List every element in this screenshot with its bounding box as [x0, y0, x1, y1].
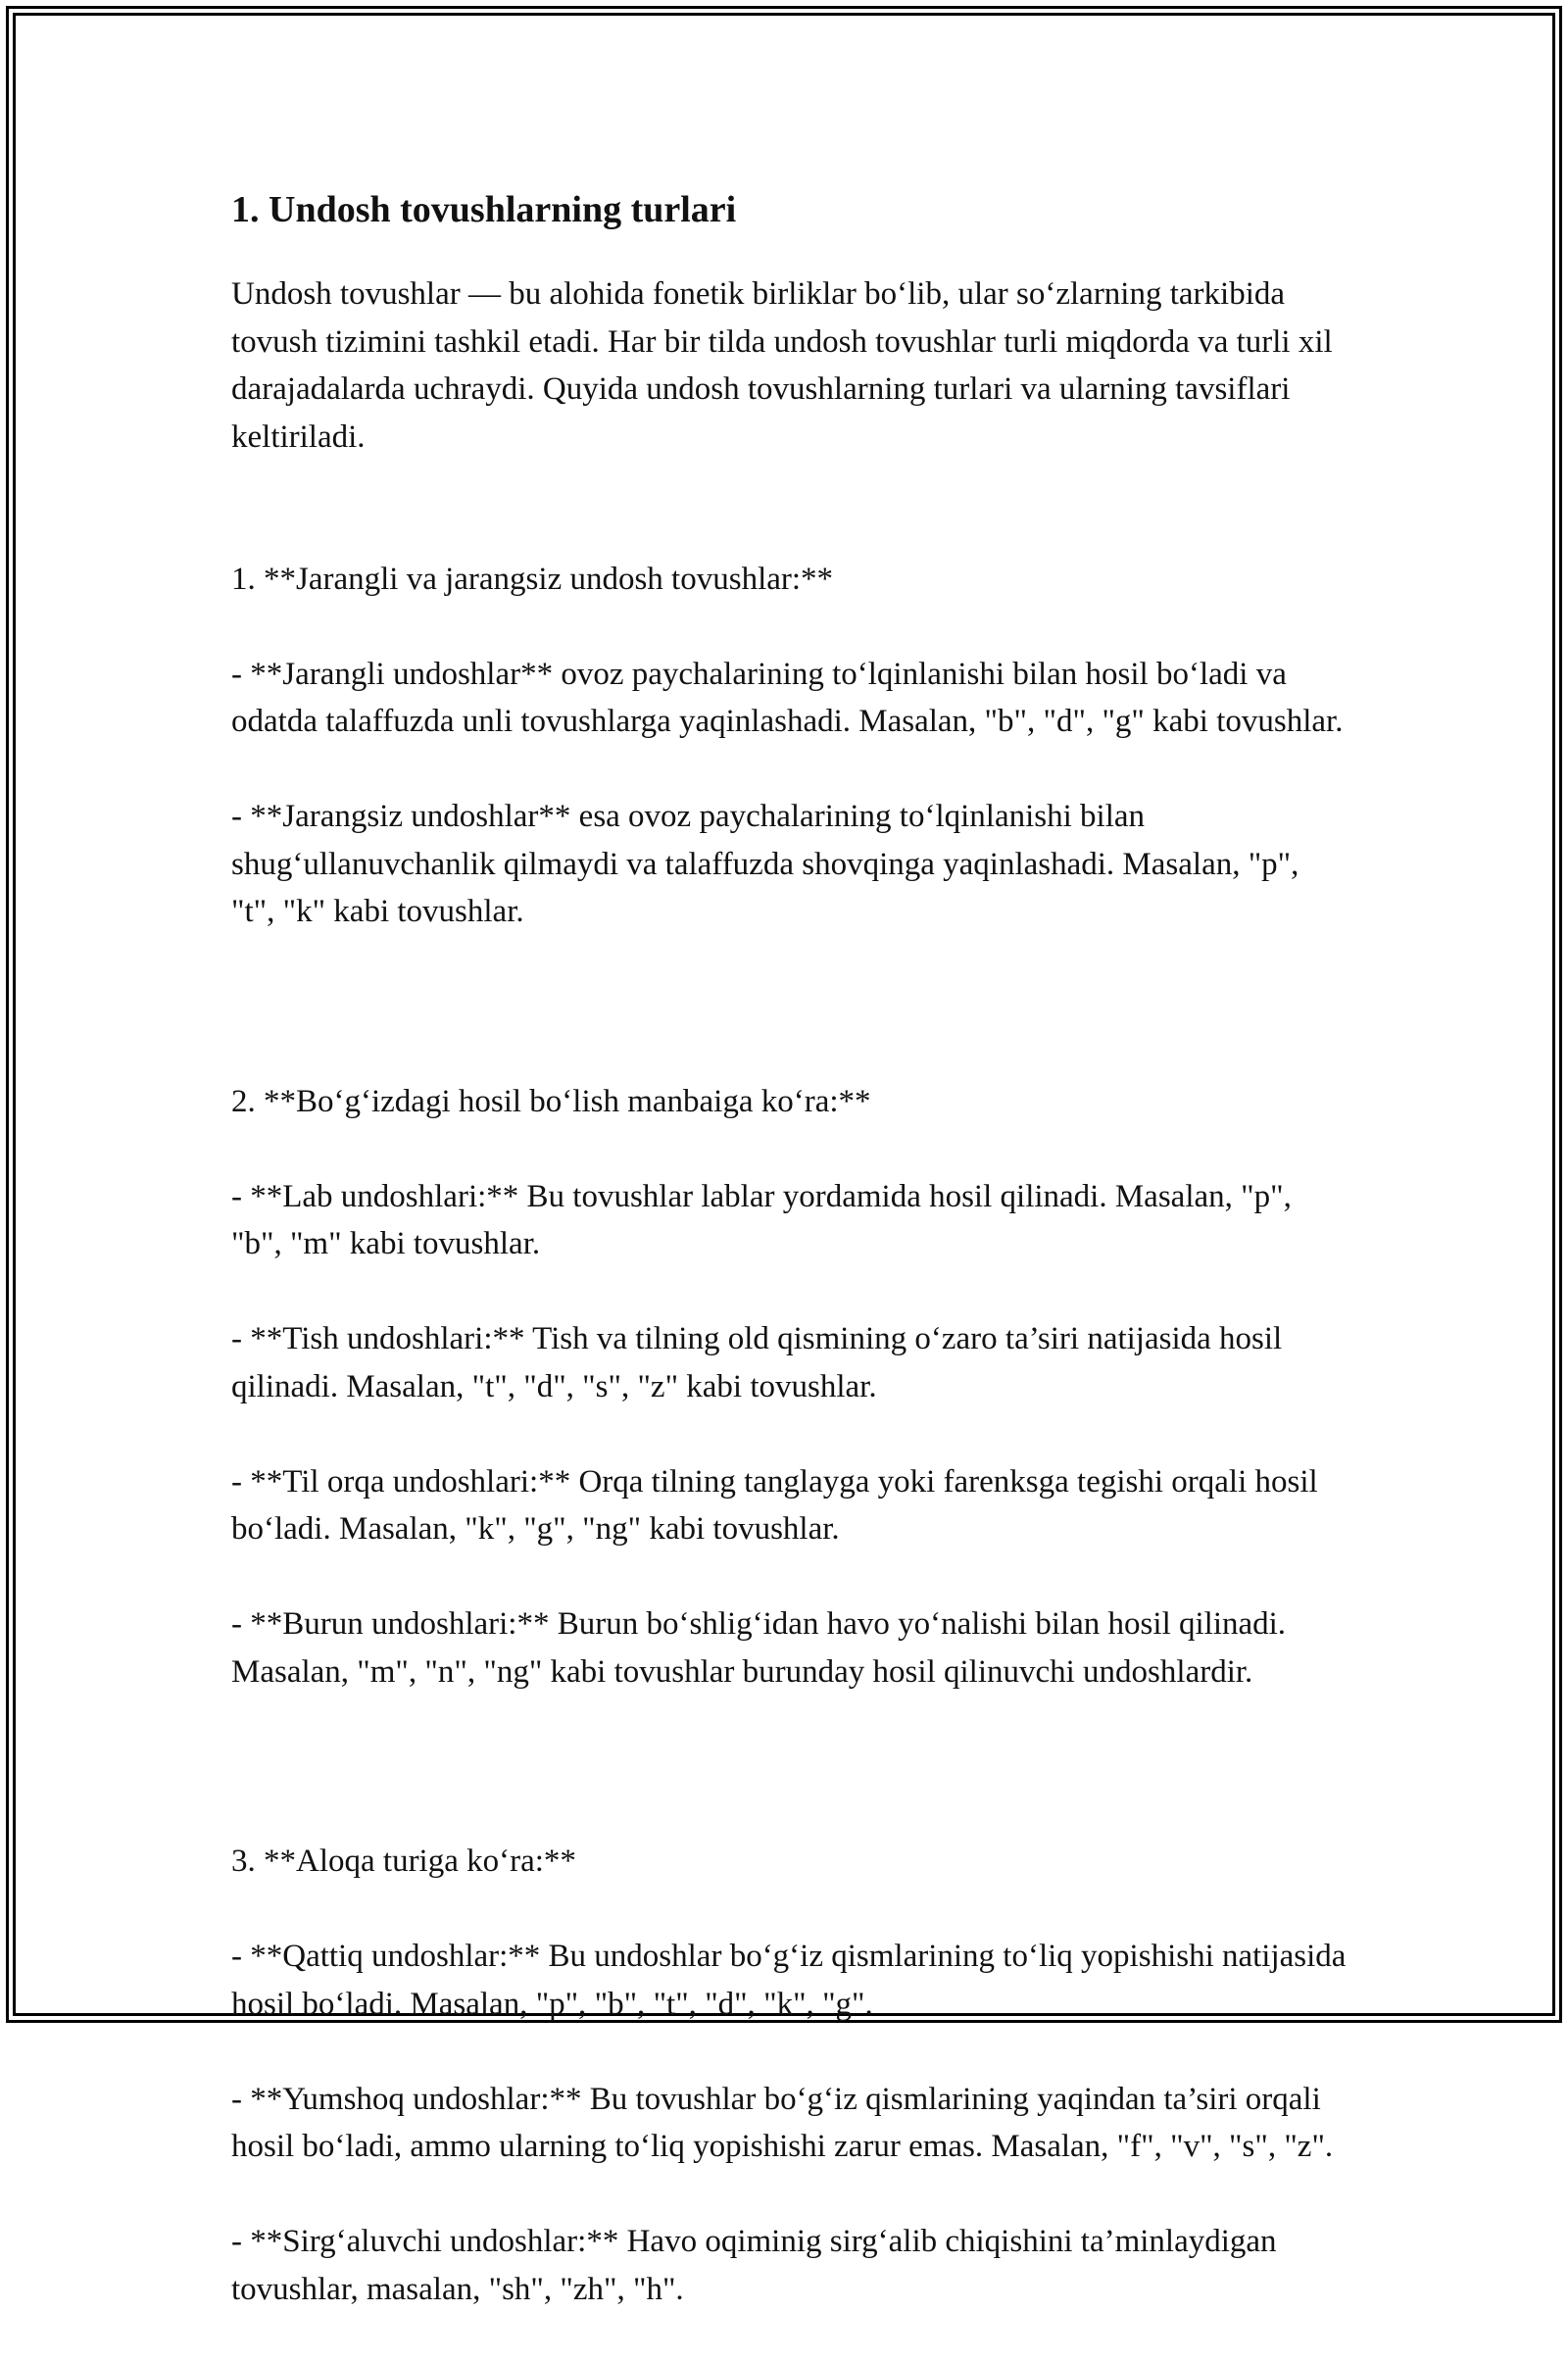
section-2 — [231, 1030, 1348, 1744]
section-1 — [231, 508, 1348, 983]
document-body — [231, 182, 1348, 2361]
document-title: 1. Undosh tovushlarning turlari — [231, 189, 737, 230]
list-item: - **Burun undoshlari:** Burun bo‘shlig‘idan havo yo‘nalishi bilan hosil qilinadi. Masalan, "m", "n", "ng" kabi tovushlar burunday hosil qilinuvchi undoshlardir. — [231, 1606, 1287, 1690]
section-3 — [231, 1791, 1348, 2361]
section-heading: 2. **Bo‘g‘izdagi hosil bo‘lish manbaiga ko‘ra:** — [231, 1083, 871, 1119]
intro-paragraph: Undosh tovushlar — bu alohida fonetik birliklar bo‘lib, ular so‘zlarning tarkibida tovush tizimini tashkil etadi. Har bir tilda undosh tovushlar turli miqdorda va turli xil darajadalarda uchraydi. Quyida undosh tovushlarning turlari va ularning tavsiflari keltiriladi. — [231, 276, 1333, 455]
list-item: - **Til orqa undoshlari:** Orqa tilning tanglayga yoki farenksga tegishi orqali hosil bo‘ladi. Masalan, "k", "g", "ng" kabi tovushlar. — [231, 1463, 1318, 1547]
list-item: - **Qattiq undoshlar:** Bu undoshlar bo‘g‘iz qismlarining to‘liq yopishishi natijasida hosil bo‘ladi. Masalan, "p", "b", "t", "d", "k", "g". — [231, 1939, 1347, 2022]
list-item: - **Sirg‘aluvchi undoshlar:** Havo oqiminig sirg‘alib chiqishini ta’minlaydigan tovushlar, masalan, "sh", "zh", "h". — [231, 2224, 1277, 2307]
list-item: - **Tish undoshlari:** Tish va tilning old qismining o‘zaro ta’siri natijasida hosil qilinadi. Masalan, "t", "d", "s", "z" kabi tovushlar. — [231, 1321, 1283, 1404]
section-heading: 3. **Aloqa turiga ko‘ra:** — [231, 1844, 576, 1879]
list-item: - **Jarangli undoshlar** ovoz paychalarining to‘lqinlanishi bilan hosil bo‘ladi va odatda talaffuzda unli tovushlarga yaqinlashadi. Masalan, "b", "d", "g" kabi tovushlar. — [231, 656, 1344, 739]
list-item: - **Yumshoq undoshlar:** Bu tovushlar bo‘g‘iz qismlarining yaqindan ta’siri orqali hosil bo‘ladi, ammo ularning to‘liq yopishishi zarur emas. Masalan, "f", "v", "s", "z". — [231, 2081, 1334, 2164]
list-item: - **Jarangsiz undoshlar** esa ovoz paychalarining to‘lqinlanishi bilan shug‘ullanuvchanlik qilmaydi va talaffuzda shovqinga yaqinlashadi. Masalan, "p", "t", "k" kabi tovushlar. — [231, 799, 1299, 929]
list-item: - **Lab undoshlari:** Bu tovushlar lablar yordamida hosil qilinadi. Masalan, "p", "b", "m" kabi tovushlar. — [231, 1178, 1292, 1261]
section-heading: 1. **Jarangli va jarangsiz undosh tovushlar:** — [231, 561, 834, 597]
